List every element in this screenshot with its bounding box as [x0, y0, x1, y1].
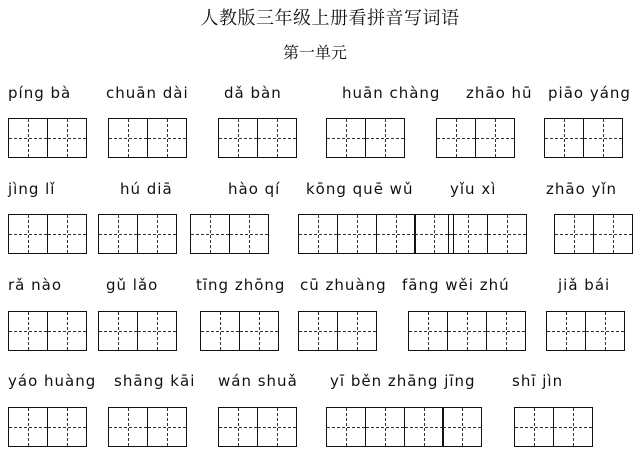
- unit-text: 第一单元: [282, 43, 347, 62]
- writing-cell[interactable]: [147, 407, 187, 447]
- writing-cell[interactable]: [583, 118, 623, 158]
- pinyin-label: hú diā: [120, 180, 173, 198]
- pinyin-label: huān chàng: [342, 84, 441, 102]
- writing-cell[interactable]: [442, 407, 482, 447]
- writing-grid[interactable]: [200, 311, 278, 351]
- pinyin-label: shī jìn: [512, 372, 564, 390]
- writing-grid[interactable]: [448, 214, 526, 254]
- writing-grid[interactable]: [190, 214, 268, 254]
- writing-cell[interactable]: [108, 118, 148, 158]
- writing-cell[interactable]: [98, 214, 138, 254]
- writing-cell[interactable]: [486, 311, 526, 351]
- writing-cell[interactable]: [554, 214, 594, 254]
- pinyin-label: jìng lǐ: [8, 180, 56, 198]
- writing-cell[interactable]: [298, 214, 338, 254]
- writing-cell[interactable]: [593, 214, 633, 254]
- writing-cell[interactable]: [8, 407, 48, 447]
- writing-cell[interactable]: [229, 214, 269, 254]
- writing-grid[interactable]: [8, 407, 86, 447]
- writing-cell[interactable]: [436, 118, 476, 158]
- pinyin-label: píng bà: [8, 84, 72, 102]
- pinyin-label: hào qí: [228, 180, 281, 198]
- unit-heading: [0, 40, 640, 63]
- writing-grid[interactable]: [218, 118, 296, 158]
- writing-grid[interactable]: [98, 214, 176, 254]
- writing-cell[interactable]: [137, 311, 177, 351]
- pinyin-label: cū zhuàng: [300, 276, 387, 294]
- pinyin-label: chuān dài: [106, 84, 189, 102]
- writing-grid[interactable]: [298, 214, 453, 254]
- writing-cell[interactable]: [108, 407, 148, 447]
- writing-cell[interactable]: [147, 118, 187, 158]
- writing-cell[interactable]: [239, 311, 279, 351]
- writing-cell[interactable]: [47, 118, 87, 158]
- pinyin-label: yǐu xì: [450, 180, 497, 198]
- pinyin-label: dǎ bàn: [224, 84, 282, 102]
- writing-cell[interactable]: [365, 407, 405, 447]
- pinyin-label: fāng wěi zhú: [402, 276, 510, 294]
- writing-grid[interactable]: [298, 311, 376, 351]
- pinyin-label: piāo yáng: [548, 84, 631, 102]
- writing-cell[interactable]: [408, 311, 448, 351]
- writing-cell[interactable]: [257, 407, 297, 447]
- pinyin-label: gǔ lǎo: [106, 276, 159, 294]
- pinyin-label: zhāo hū: [466, 84, 533, 102]
- writing-cell[interactable]: [47, 311, 87, 351]
- title-text: 人教版三年级上册看拼音写词语: [200, 8, 460, 29]
- writing-cell[interactable]: [475, 118, 515, 158]
- writing-grid[interactable]: [514, 407, 592, 447]
- writing-cell[interactable]: [448, 214, 488, 254]
- writing-grid[interactable]: [108, 407, 186, 447]
- pinyin-label: tīng zhōng: [196, 276, 286, 294]
- writing-cell[interactable]: [218, 118, 258, 158]
- writing-cell[interactable]: [514, 407, 554, 447]
- writing-cell[interactable]: [200, 311, 240, 351]
- writing-grid[interactable]: [326, 407, 481, 447]
- writing-cell[interactable]: [365, 118, 405, 158]
- pinyin-label: shāng kāi: [114, 372, 196, 390]
- writing-cell[interactable]: [298, 311, 338, 351]
- writing-cell[interactable]: [8, 118, 48, 158]
- writing-cell[interactable]: [337, 311, 377, 351]
- writing-grid[interactable]: [408, 311, 524, 351]
- pinyin-label: rǎ nào: [8, 276, 63, 294]
- pinyin-label: yī běn zhāng jīng: [330, 372, 476, 390]
- writing-grid[interactable]: [544, 118, 622, 158]
- writing-grid[interactable]: [8, 311, 86, 351]
- writing-cell[interactable]: [376, 214, 416, 254]
- writing-cell[interactable]: [404, 407, 444, 447]
- writing-grid[interactable]: [218, 407, 296, 447]
- pinyin-label: kōng quē wǔ: [306, 180, 414, 198]
- pinyin-label: yáo huàng: [8, 372, 97, 390]
- writing-cell[interactable]: [47, 407, 87, 447]
- writing-cell[interactable]: [218, 407, 258, 447]
- writing-grid[interactable]: [554, 214, 632, 254]
- writing-grid[interactable]: [8, 214, 86, 254]
- writing-cell[interactable]: [447, 311, 487, 351]
- writing-cell[interactable]: [544, 118, 584, 158]
- writing-cell[interactable]: [137, 214, 177, 254]
- writing-cell[interactable]: [8, 311, 48, 351]
- writing-cell[interactable]: [585, 311, 625, 351]
- writing-cell[interactable]: [337, 214, 377, 254]
- writing-cell[interactable]: [257, 118, 297, 158]
- writing-grid[interactable]: [108, 118, 186, 158]
- writing-cell[interactable]: [98, 311, 138, 351]
- pinyin-label: jiǎ bái: [558, 276, 611, 294]
- writing-grid[interactable]: [326, 118, 404, 158]
- writing-grid[interactable]: [8, 118, 86, 158]
- writing-cell[interactable]: [326, 118, 366, 158]
- writing-grid[interactable]: [98, 311, 176, 351]
- writing-grid[interactable]: [436, 118, 514, 158]
- writing-cell[interactable]: [326, 407, 366, 447]
- writing-cell[interactable]: [47, 214, 87, 254]
- writing-cell[interactable]: [553, 407, 593, 447]
- pinyin-label: zhāo yǐn: [546, 180, 618, 198]
- writing-grid[interactable]: [546, 311, 624, 351]
- writing-cell[interactable]: [546, 311, 586, 351]
- page-title: [0, 4, 640, 30]
- writing-cell[interactable]: [487, 214, 527, 254]
- pinyin-label: wán shuǎ: [218, 372, 298, 390]
- writing-cell[interactable]: [8, 214, 48, 254]
- writing-cell[interactable]: [190, 214, 230, 254]
